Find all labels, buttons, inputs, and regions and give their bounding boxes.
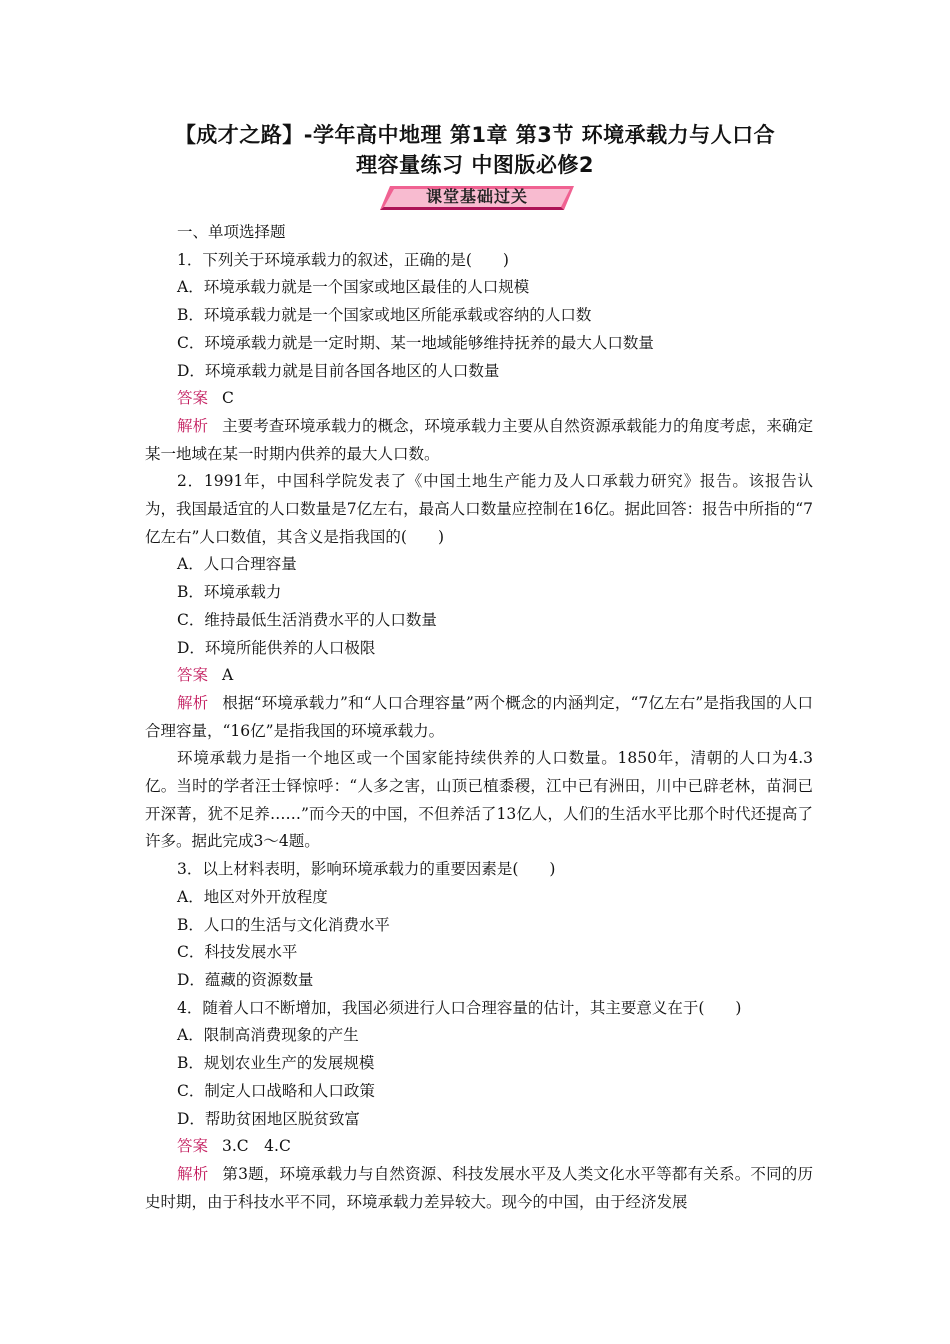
question-4-option-c: C．制定人口战略和人口政策	[177, 1081, 375, 1100]
question-4-option-d: D．帮助贫困地区脱贫致富	[177, 1109, 360, 1128]
question-1-stem: 1．下列关于环境承载力的叙述，正确的是( )	[177, 250, 509, 269]
question-4-option-b: B．规划农业生产的发展规模	[177, 1054, 375, 1073]
answer-value: C	[222, 389, 234, 408]
question-3-option-a: A．地区对外开放程度	[177, 887, 328, 906]
question-1-option-a: A．环境承载力就是一个国家或地区最佳的人口规模	[177, 278, 530, 297]
reading-material: 环境承载力是指一个地区或一个国家能持续供养的人口数量。1850年，清朝的人口为4.3亿。当时的学者汪士铎惊呼：“人多之害，山顶已植黍稷，江中已有洲田，川中已辟老林，苗洞已开深菁，犹不足养……”而今天的中国，不但养活了13亿人，人们的生活水平比那个时代还提高了许多。据此完成3～4题。	[145, 749, 813, 851]
analysis-text: 第3题，环境承载力与自然资源、科技发展水平及人类文化水平等都有关系。不同的历史时期，由于科技水平不同，环境承载力差异较大。现今的中国，由于经济发展	[145, 1164, 813, 1211]
answer-label: 答案	[177, 389, 209, 408]
questions-3-4-answer	[145, 1133, 813, 1161]
question-1-option-c: C．环境承载力就是一定时期、某一地域能够维持抚养的最大人口数量	[177, 333, 654, 352]
banner-text: 课堂基础过关	[425, 187, 528, 206]
question-2-answer	[145, 662, 813, 690]
document-body	[145, 219, 813, 1216]
title-line-1: 【成才之路】-学年高中地理 第1章 第3节 环境承载力与人口合	[174, 123, 776, 147]
page-title	[140, 120, 810, 180]
question-4-stem: 4．随着人口不断增加，我国必须进行人口合理容量的估计，其主要意义在于( )	[177, 998, 742, 1017]
question-3-option-c: C．科技发展水平	[177, 943, 298, 962]
question-1-answer	[145, 385, 813, 413]
analysis-label: 解析	[177, 416, 209, 435]
question-1-option-b: B．环境承载力就是一个国家或地区所能承载或容纳的人口数	[177, 306, 592, 325]
question-2-option-a: A．人口合理容量	[177, 555, 297, 574]
question-3-stem: 3．以上材料表明，影响环境承载力的重要因素是( )	[177, 860, 556, 879]
answer-label: 答案	[177, 1137, 209, 1156]
question-2-option-b: B．环境承载力	[177, 583, 282, 602]
question-1-option-d: D．环境承载力就是目前各国各地区的人口数量	[177, 361, 500, 380]
analysis-label: 解析	[177, 1164, 209, 1183]
analysis-label: 解析	[177, 693, 209, 712]
question-4-option-a: A．限制高消费现象的产生	[177, 1026, 359, 1045]
question-2-option-d: D．环境所能供养的人口极限	[177, 638, 376, 657]
question-2-option-c: C．维持最低生活消费水平的人口数量	[177, 610, 437, 629]
title-line-2: 理容量练习 中图版必修2	[356, 153, 594, 177]
section-heading: 一、单项选择题	[177, 223, 286, 241]
question-3-option-b: B．人口的生活与文化消费水平	[177, 915, 390, 934]
answer-value: A	[222, 666, 234, 685]
answer-label: 答案	[177, 666, 209, 685]
section-banner	[380, 182, 574, 212]
question-3-option-d: D．蕴藏的资源数量	[177, 970, 314, 989]
questions-3-4-analysis	[145, 1161, 813, 1216]
question-1-analysis	[145, 413, 813, 468]
question-2-stem: 2．1991年，中国科学院发表了《中国土地生产能力及人口承载力研究》报告。该报告认为，我国最适宜的人口数量是7亿左右，最高人口数量应控制在16亿。据此回答：报告中所指的“7亿左右”人口数值，其含义是指我国的( )	[145, 472, 813, 546]
question-2-analysis	[145, 690, 813, 745]
answer-value: 3.C 4.C	[222, 1137, 291, 1156]
analysis-text: 根据“环境承载力”和“人口合理容量”两个概念的内涵判定，“7亿左右”是指我国的人口合理容量，“16亿”是指我国的环境承载力。	[145, 693, 813, 740]
analysis-text: 主要考查环境承载力的概念，环境承载力主要从自然资源承载能力的角度考虑，来确定某一地域在某一时期内供养的最大人口数。	[145, 416, 813, 463]
